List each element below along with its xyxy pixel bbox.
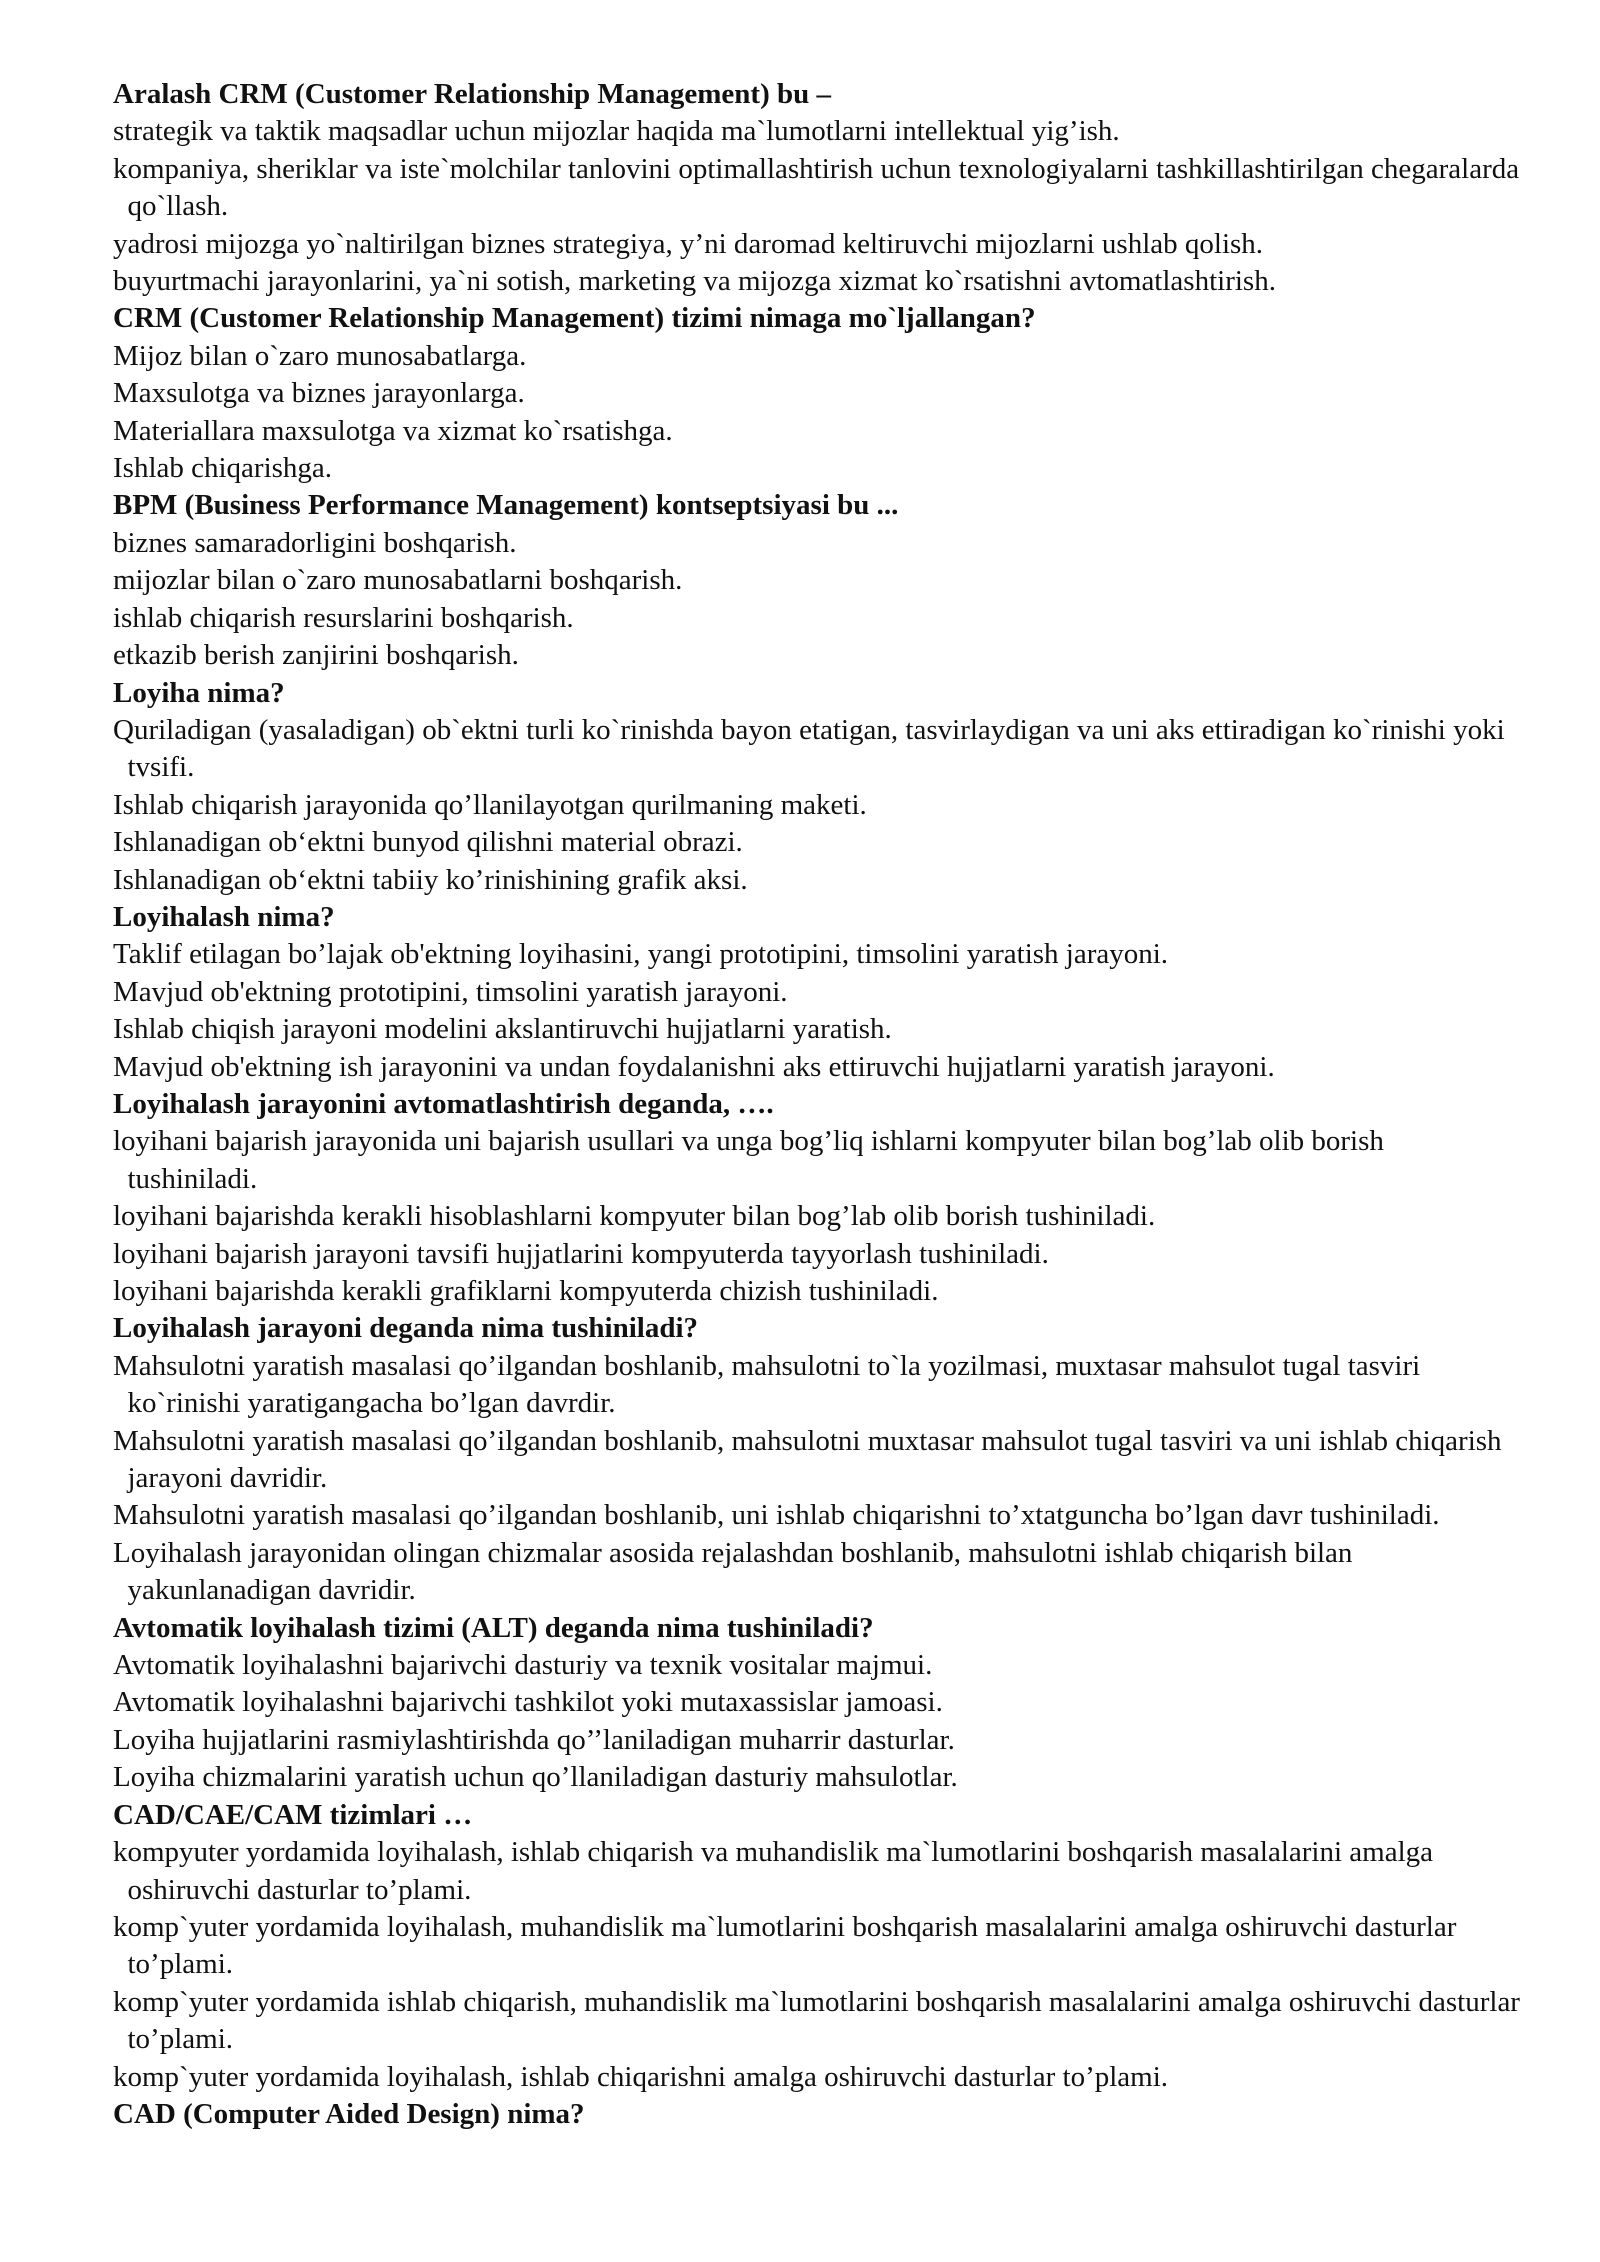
answer-option: ishlab chiqarish resurslarini boshqarish. [113,601,574,634]
question-block [113,487,1520,674]
answer-option: yadrosi mijozga yo`naltirilgan biznes strategiya, y’ni daromad keltiruvchi mijozlarni ushlab qolish. [113,227,1264,260]
answer-option: loyihani bajarishda kerakli grafiklarni kompyuterda chizish tushiniladi. [113,1275,939,1307]
answer-option: mijozlar bilan o`zaro munosabatlarni boshqarish. [113,564,683,597]
answer-option: loyihani bajarish jarayonida uni bajarish usullari va unga bog’liq ishlarni kompyuter bilan bog’lab olib borish tushiniladi. [113,1125,1384,1195]
answer-option: strategik va taktik maqsadlar uchun mijozlar haqida ma`lumotlarni intellektual yig’ish. [113,115,1120,148]
answer-option: Mahsulotni yaratish masalasi qo’ilgandan boshlanib, mahsulotni to`la yozilmasi, muxtasar mahsulot tugal tasviri ko`rinishi yaratigangacha bo’lgan davrdir. [113,1349,1421,1420]
answer-option: Loyihalash jarayonidan olingan chizmalar asosida rejalashdan boshlanib, mahsulotni ishlab chiqarish bilan yakunlanadigan davridir. [113,1536,1353,1607]
question-block [113,2096,1520,2133]
question-block [113,1610,1520,1797]
question-text: Loyihalash jarayonini avtomatlashtirish deganda, …. [113,1087,774,1120]
question-text: CAD (Computer Aided Design) nima? [113,2097,585,2130]
question-text: BPM (Business Performance Management) kontseptsiyasi bu ... [113,489,899,522]
question-block [113,899,1520,1086]
answer-option: etkazib berish zanjirini boshqarish. [113,639,519,672]
answer-option: Mijoz bilan o`zaro munosabatlarga. [113,339,527,372]
answer-option: komp`yuter yordamida loyihalash, muhandislik ma`lumotlarini boshqarish masalalarini amalga oshiruvchi dasturlar to’plami. [113,1910,1457,1981]
answer-option: Mahsulotni yaratish masalasi qo’ilgandan boshlanib, uni ishlab chiqarishni to’xtatguncha bo’lgan davr tushiniladi. [113,1499,1440,1532]
answer-option: buyurtmachi jarayonlarini, ya`ni sotish, marketing va mijozga xizmat ko`rsatishni avtomatlashtirish. [113,265,1276,298]
answer-option: kompyuter yordamida loyihalash, ishlab chiqarish va muhandislik ma`lumotlarini boshqarish masalalarini amalga oshiruvchi dasturlar to’plami. [113,1836,1433,1906]
question-text: Aralash CRM (Customer Relationship Management) bu – [113,78,832,110]
question-block [113,1310,1520,1609]
question-block [113,1086,1520,1310]
answer-option: Loyiha chizmalarini yaratish uchun qo’llaniladigan dasturiy mahsulotlar. [113,1761,958,1794]
answer-option: komp`yuter yordamida ishlab chiqarish, muhandislik ma`lumotlarini boshqarish masalalarini amalga oshiruvchi dasturlar to’plami. [113,1985,1520,2056]
question-block [113,300,1520,487]
question-text: Loyihalash nima? [113,900,335,933]
question-text: CAD/CAE/CAM tizimlari … [113,1798,473,1831]
answer-option: loyihani bajarish jarayoni tavsifi hujjatlarini kompyuterda tayyorlash tushiniladi. [113,1237,1049,1270]
answer-option: Avtomatik loyihalashni bajarivchi tashkilot yoki mutaxassislar jamoasi. [113,1686,943,1719]
answer-option: biznes samaradorligini boshqarish. [113,526,517,559]
answer-option: Maxsulotga va biznes jarayonlarga. [113,377,525,410]
answer-option: Mahsulotni yaratish masalasi qo’ilgandan boshlanib, mahsulotni muxtasar mahsulot tugal tasviri va uni ishlab chiqarish jarayoni davridir. [113,1424,1502,1495]
answer-option: Loyiha hujjatlarini rasmiylashtirishda qo’’laniladigan muharrir dasturlar. [113,1723,955,1756]
answer-option: komp`yuter yordamida loyihalash, ishlab chiqarishni amalga oshiruvchi dasturlar to’plami. [113,2060,1169,2093]
question-text: Loyihalash jarayoni deganda nima tushiniladi? [113,1312,698,1345]
answer-option: Avtomatik loyihalashni bajarivchi dasturiy va texnik vositalar majmui. [113,1649,933,1682]
question-text: Avtomatik loyihalash tizimi (ALT) deganda nima tushiniladi? [113,1611,874,1644]
answer-option: Ishlab chiqish jarayoni modelini akslantiruvchi hujjatlarni yaratish. [113,1013,892,1046]
answer-option: Mavjud ob'ektning prototipini, timsolini yaratish jarayoni. [113,975,788,1008]
answer-option: Quriladigan (yasaladigan) ob`ektni turli ko`rinishda bayon etatigan, tasvirlaydigan va uni aks ettiradigan ko`rinishi yoki tvsifi. [113,713,1505,784]
answer-option: Ishlanadigan ob‘ektni bunyod qilishni material obrazi. [113,826,743,859]
question-block [113,675,1520,899]
answer-option: Ishlab chiqarishga. [113,452,333,485]
question-text: CRM (Customer Relationship Management) tizimi nimaga mo`ljallangan? [113,302,1036,335]
answer-option: loyihani bajarishda kerakli hisoblashlarni kompyuter bilan bog’lab olib borish tushiniladi. [113,1200,1156,1233]
answer-option: Ishlab chiqarish jarayonida qo’llanilayotgan qurilmaning maketi. [113,788,867,821]
answer-option: Materiallara maxsulotga va xizmat ko`rsatishga. [113,414,673,447]
answer-option: Mavjud ob'ektning ish jarayonini va undan foydalanishni aks ettiruvchi hujjatlarni yaratish jarayoni. [113,1050,1275,1083]
question-block [113,1797,1520,2096]
question-block [113,76,1520,300]
answer-option: Ishlanadigan ob‘ektni tabiiy ko’rinishining grafik aksi. [113,863,748,896]
answer-option: kompaniya, sheriklar va iste`molchilar tanlovini optimallashtirish uchun texnologiyalarni tashkillashtirilgan chegaralarda qo`llash. [113,152,1520,223]
question-text: Loyiha nima? [113,676,285,709]
answer-option: Taklif etilagan bo’lajak ob'ektning loyihasini, yangi prototipini, timsolini yaratish jarayoni. [113,938,1169,971]
